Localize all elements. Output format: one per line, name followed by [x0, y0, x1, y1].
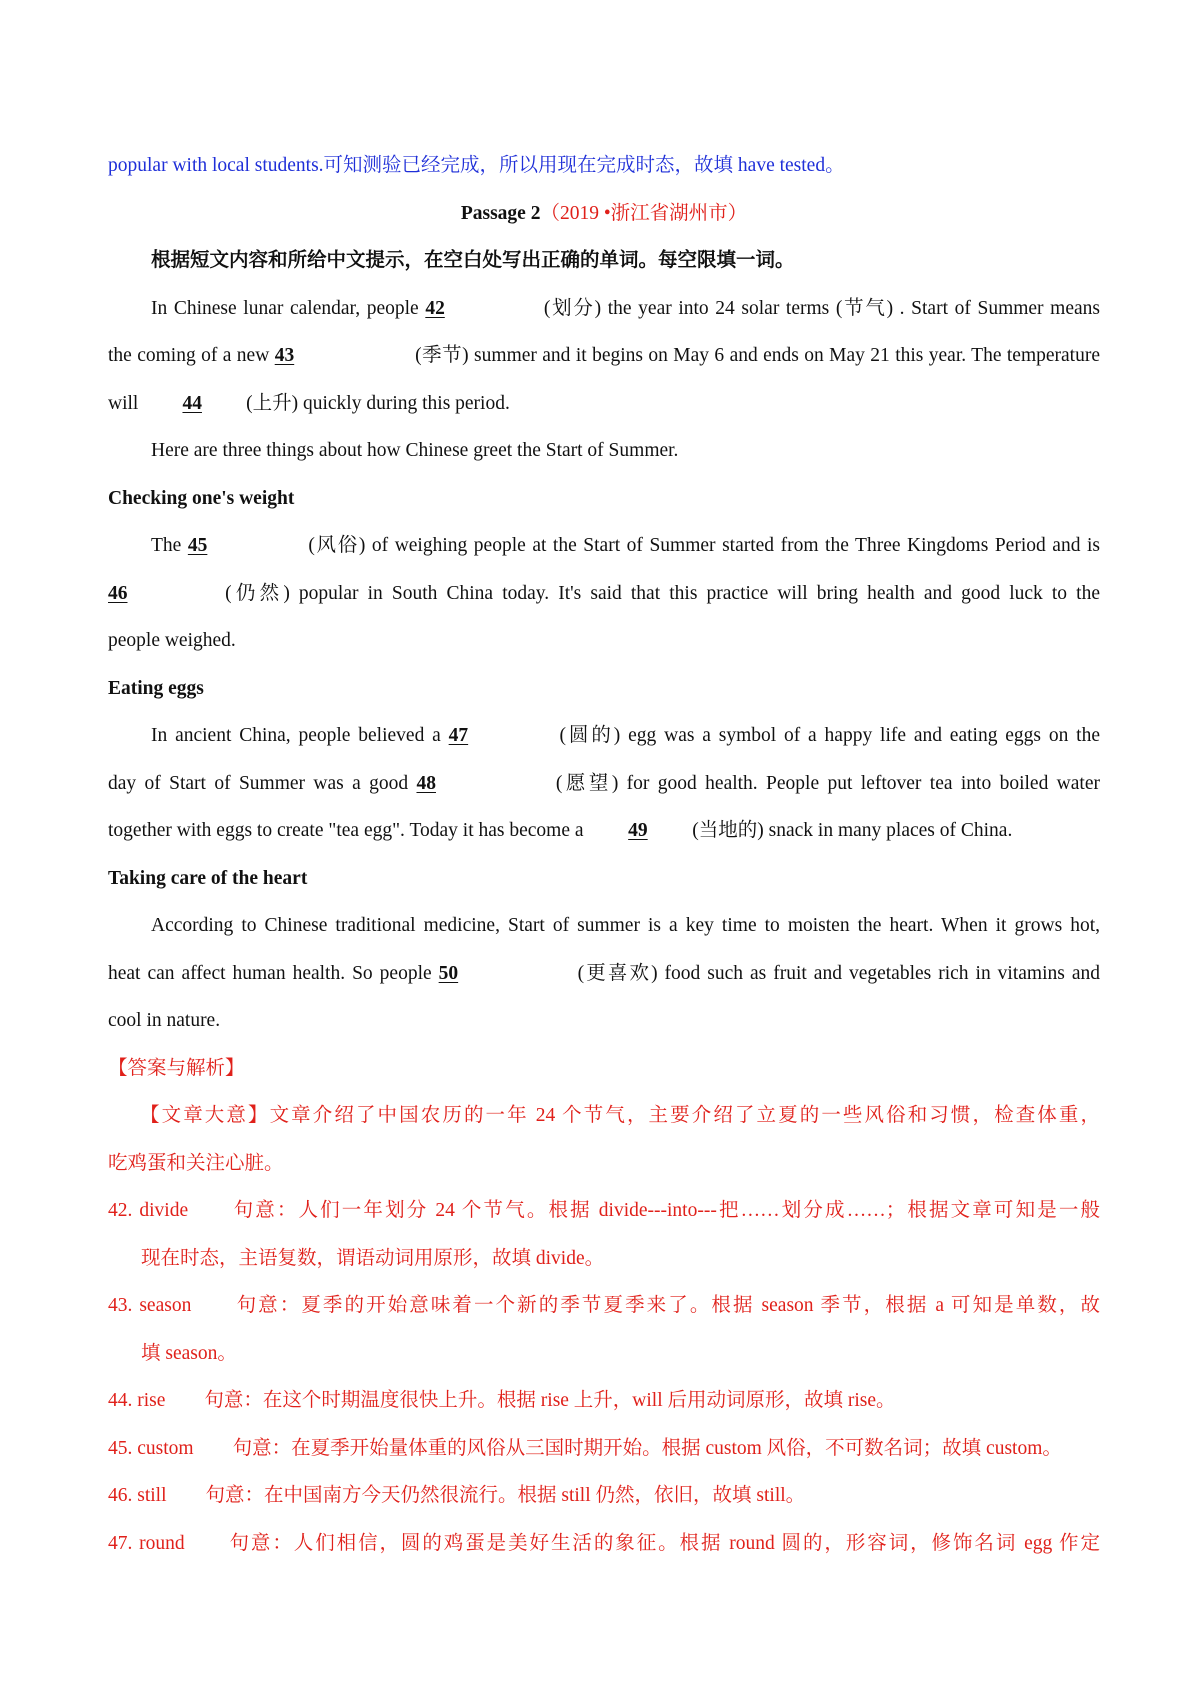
- answer-46: 46. still 句意：在中国南方今天仍然很流行。根据 still 仍然，依旧，故填 still。: [108, 1485, 806, 1506]
- answer-42-line2: 现在时态，主语复数，谓语动词用原形，故填 divide。: [141, 1247, 605, 1269]
- answer-44: 44. rise 句意：在这个时期温度很快上升。根据 rise 上升，will 后用动词原形，故填 rise。: [108, 1390, 896, 1411]
- text-run: will: [108, 392, 144, 414]
- text-run: (当地的) snack in many places of China.: [687, 820, 1013, 841]
- passage-title: Passage 2: [460, 202, 541, 224]
- document-content: [108, 142, 1100, 1567]
- para3-line2: [108, 570, 1100, 618]
- text-run: day of Start of Summer was a good: [108, 772, 417, 794]
- text-run: (上升) quickly during this period.: [241, 392, 510, 414]
- text-run: together with eggs to create "tea egg". Today it has become a: [108, 820, 589, 841]
- text-run: The: [151, 535, 188, 556]
- text-run: the coming of a new: [108, 345, 275, 366]
- summary-line2: 吃鸡蛋和关注心脏。: [108, 1152, 284, 1174]
- blank-47[interactable]: 47: [448, 725, 469, 746]
- para3-line3: people weighed.: [108, 630, 236, 651]
- passage-title-line: [108, 190, 1100, 238]
- blank-42[interactable]: 42: [425, 297, 445, 319]
- heading-heart: Taking care of the heart: [108, 867, 308, 889]
- blank-50[interactable]: 50: [438, 962, 459, 984]
- blank-46[interactable]: 46: [108, 582, 128, 604]
- para1-line2: [108, 332, 1100, 380]
- para5-line2: [108, 950, 1100, 998]
- passage-source: （2019 •浙江省湖州市）: [540, 202, 748, 224]
- heading-checking-weight: Checking one's weight: [108, 487, 295, 509]
- blank-44[interactable]: 44: [182, 392, 202, 414]
- answer-45: 45. custom 句意：在夏季开始量体重的风俗从三国时期开始。根据 custom 风俗，不可数名词；故填 custom。: [108, 1437, 1062, 1459]
- para4-line3: [108, 807, 1100, 855]
- blank-49[interactable]: 49: [628, 820, 648, 841]
- text-run: (风俗) of weighing people at the Start of Summer started from the Three Kingdoms Period and is: [301, 535, 1100, 556]
- blank-48[interactable]: 48: [416, 772, 436, 794]
- para2: Here are three things about how Chinese greet the Start of Summer.: [151, 440, 679, 461]
- text-run: (更喜欢) food such as fruit and vegetables rich in vitamins and: [570, 962, 1100, 984]
- text-run: (圆的) egg was a symbol of a happy life and eating eggs on the: [551, 725, 1100, 746]
- summary-line1: 【文章大意】文章介绍了中国农历的一年 24 个节气，主要介绍了立夏的一些风俗和习惯，检查体重，: [140, 1105, 1100, 1126]
- blank-43[interactable]: 43: [274, 345, 295, 366]
- text-run: In Chinese lunar calendar, people: [151, 297, 426, 319]
- text-run: (愿望) for good health. People put leftover tea into boiled water: [547, 772, 1100, 794]
- answer-43-line2: 填 season。: [141, 1342, 237, 1364]
- text-run: (季节) summer and it begins on May 6 and ends on May 21 this year. The temperature: [409, 345, 1101, 366]
- text-run: (仍然) popular in South China today. It's said that this practice will bring health and good luck to the: [216, 582, 1100, 604]
- instruction: 根据短文内容和所给中文提示，在空白处写出正确的单词。每空限填一词。: [151, 250, 795, 271]
- text-run: heat can affect human health. So people: [108, 962, 439, 984]
- para5-line1: According to Chinese traditional medicine, Start of summer is a key time to moisten the heart. When it grows hot,: [151, 915, 1100, 936]
- para4-line1: [108, 712, 1100, 760]
- para5-line3: cool in nature.: [108, 1010, 221, 1031]
- answer-header: 【答案与解析】: [108, 1057, 245, 1079]
- text-run: In ancient China, people believed a: [151, 725, 449, 746]
- answer-47: 47. round 句意：人们相信，圆的鸡蛋是美好生活的象征。根据 round 圆的，形容词，修饰名词 egg 作定: [108, 1532, 1100, 1554]
- answer-43-line1: 43. season 句意：夏季的开始意味着一个新的季节夏季来了。根据 season 季节，根据 a 可知是单数，故: [108, 1295, 1100, 1316]
- answer-42-line1: 42. divide 句意：人们一年划分 24 个节气。根据 divide---into---把……划分成……；根据文章可知是一般: [108, 1200, 1100, 1221]
- heading-eating-eggs: Eating eggs: [108, 677, 204, 699]
- para1-line1: [108, 285, 1100, 333]
- para4-line2: [108, 760, 1100, 808]
- intro-line: popular with local students.可知测验已经完成，所以用现在完成时态，故填 have tested。: [108, 155, 845, 176]
- para3-line1: [108, 522, 1100, 570]
- text-run: (划分) the year into 24 solar terms (节气) . Start of Summer means: [537, 297, 1100, 319]
- blank-45[interactable]: 45: [187, 535, 208, 556]
- para1-line3: [108, 380, 1100, 428]
